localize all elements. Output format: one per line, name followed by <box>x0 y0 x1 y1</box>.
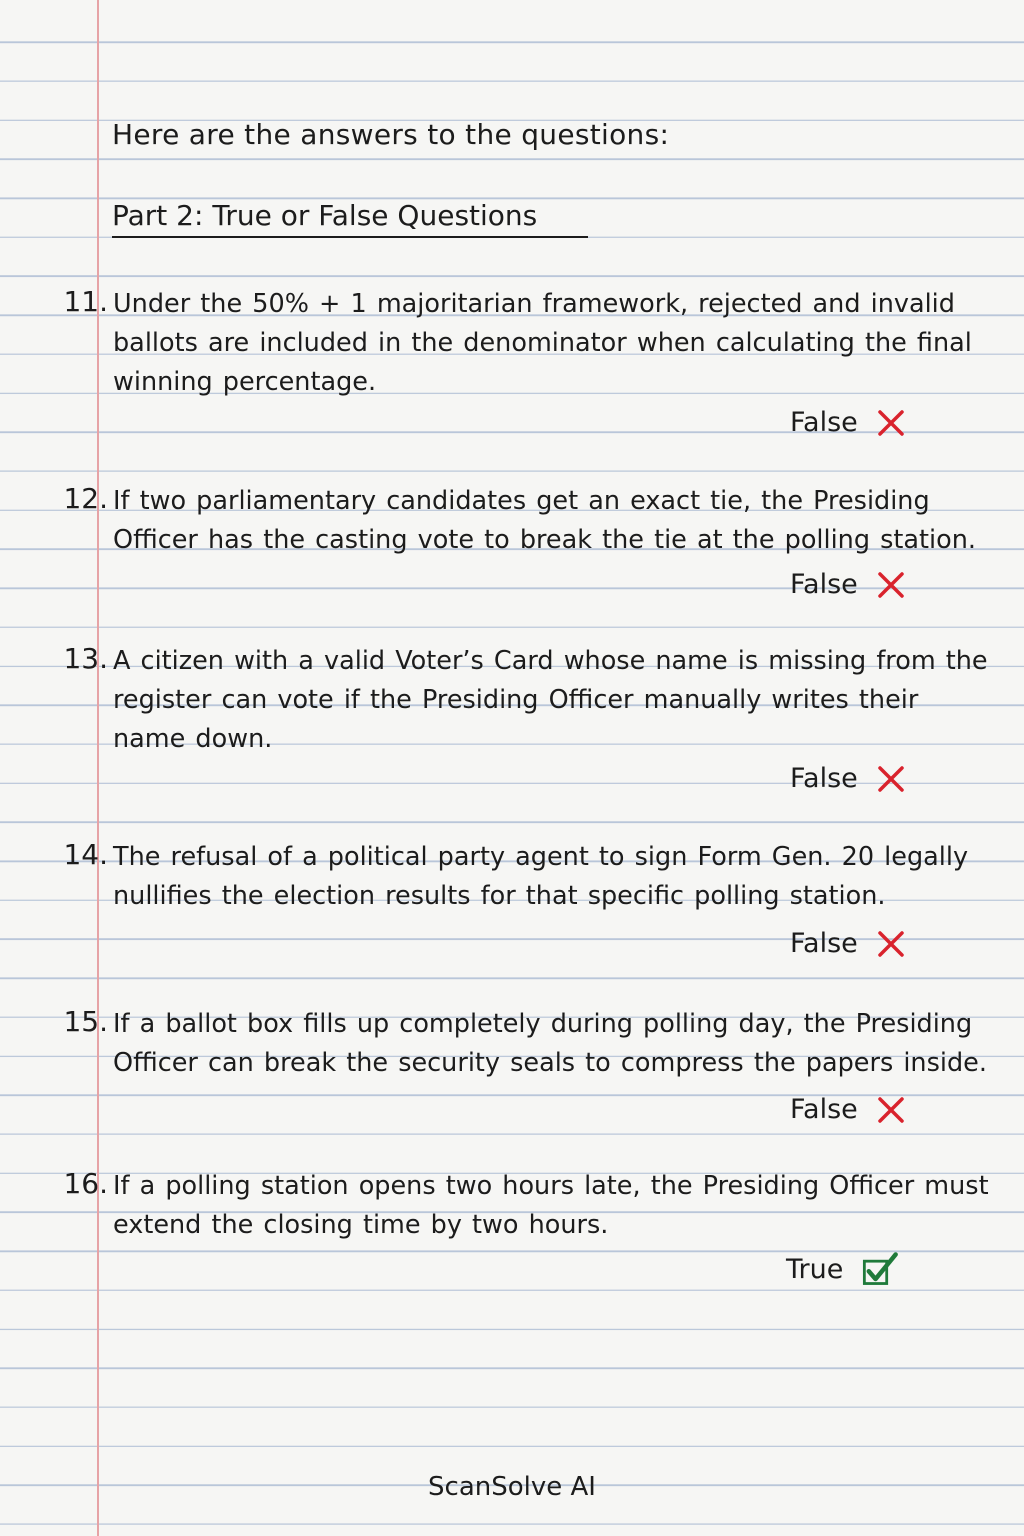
question-number: 14. <box>63 838 108 871</box>
answer-true <box>786 1250 899 1288</box>
question-text: If a polling station opens two hours late, the Presiding Officer must extend the closing time by two hours. <box>113 1171 989 1240</box>
answer-label: True <box>786 1253 844 1285</box>
red-x-icon <box>876 570 906 600</box>
question-number: 15. <box>63 1005 108 1038</box>
red-x-icon <box>876 764 906 794</box>
answer-label: False <box>790 407 858 438</box>
footer-brand: ScanSolve AI <box>428 1472 596 1502</box>
red-x-icon <box>876 1095 906 1125</box>
question-text: If a ballot box fills up completely during polling day, the Presiding Officer can break the security seals to compress the papers inside. <box>113 1009 987 1078</box>
answer-label: False <box>790 569 858 600</box>
question-text: Under the 50% + 1 majoritarian framework, rejected and invalid ballots are included in the denominator when calculating the final winning percentage. <box>113 289 972 397</box>
answer-label: False <box>790 1094 858 1125</box>
red-x-icon <box>876 408 906 438</box>
answer-false <box>790 1094 906 1125</box>
answer-label: False <box>790 928 858 959</box>
green-check-box-icon <box>861 1250 899 1288</box>
red-x-icon <box>876 929 906 959</box>
notebook-margin-line <box>97 0 99 1536</box>
question-text: If two parliamentary candidates get an exact tie, the Presiding Officer has the casting vote to break the tie at the polling station. <box>113 486 976 555</box>
answer-false <box>790 763 906 794</box>
question-number: 16. <box>63 1167 108 1200</box>
question-text: The refusal of a political party agent to sign Form Gen. 20 legally nullifies the election results for that specific polling station. <box>113 842 969 911</box>
answer-label: False <box>790 763 858 794</box>
question-text: A citizen with a valid Voter’s Card whose name is missing from the register can vote if the Presiding Officer manually writes their name down. <box>113 646 988 754</box>
question-number: 12. <box>63 482 108 515</box>
intro-text: Here are the answers to the questions: <box>112 118 670 151</box>
part-title: Part 2: True or False Questions <box>112 199 588 238</box>
answer-false <box>790 407 906 438</box>
answer-false <box>790 928 906 959</box>
question-number: 13. <box>63 642 108 675</box>
answer-false <box>790 569 906 600</box>
question-number: 11. <box>63 285 108 318</box>
